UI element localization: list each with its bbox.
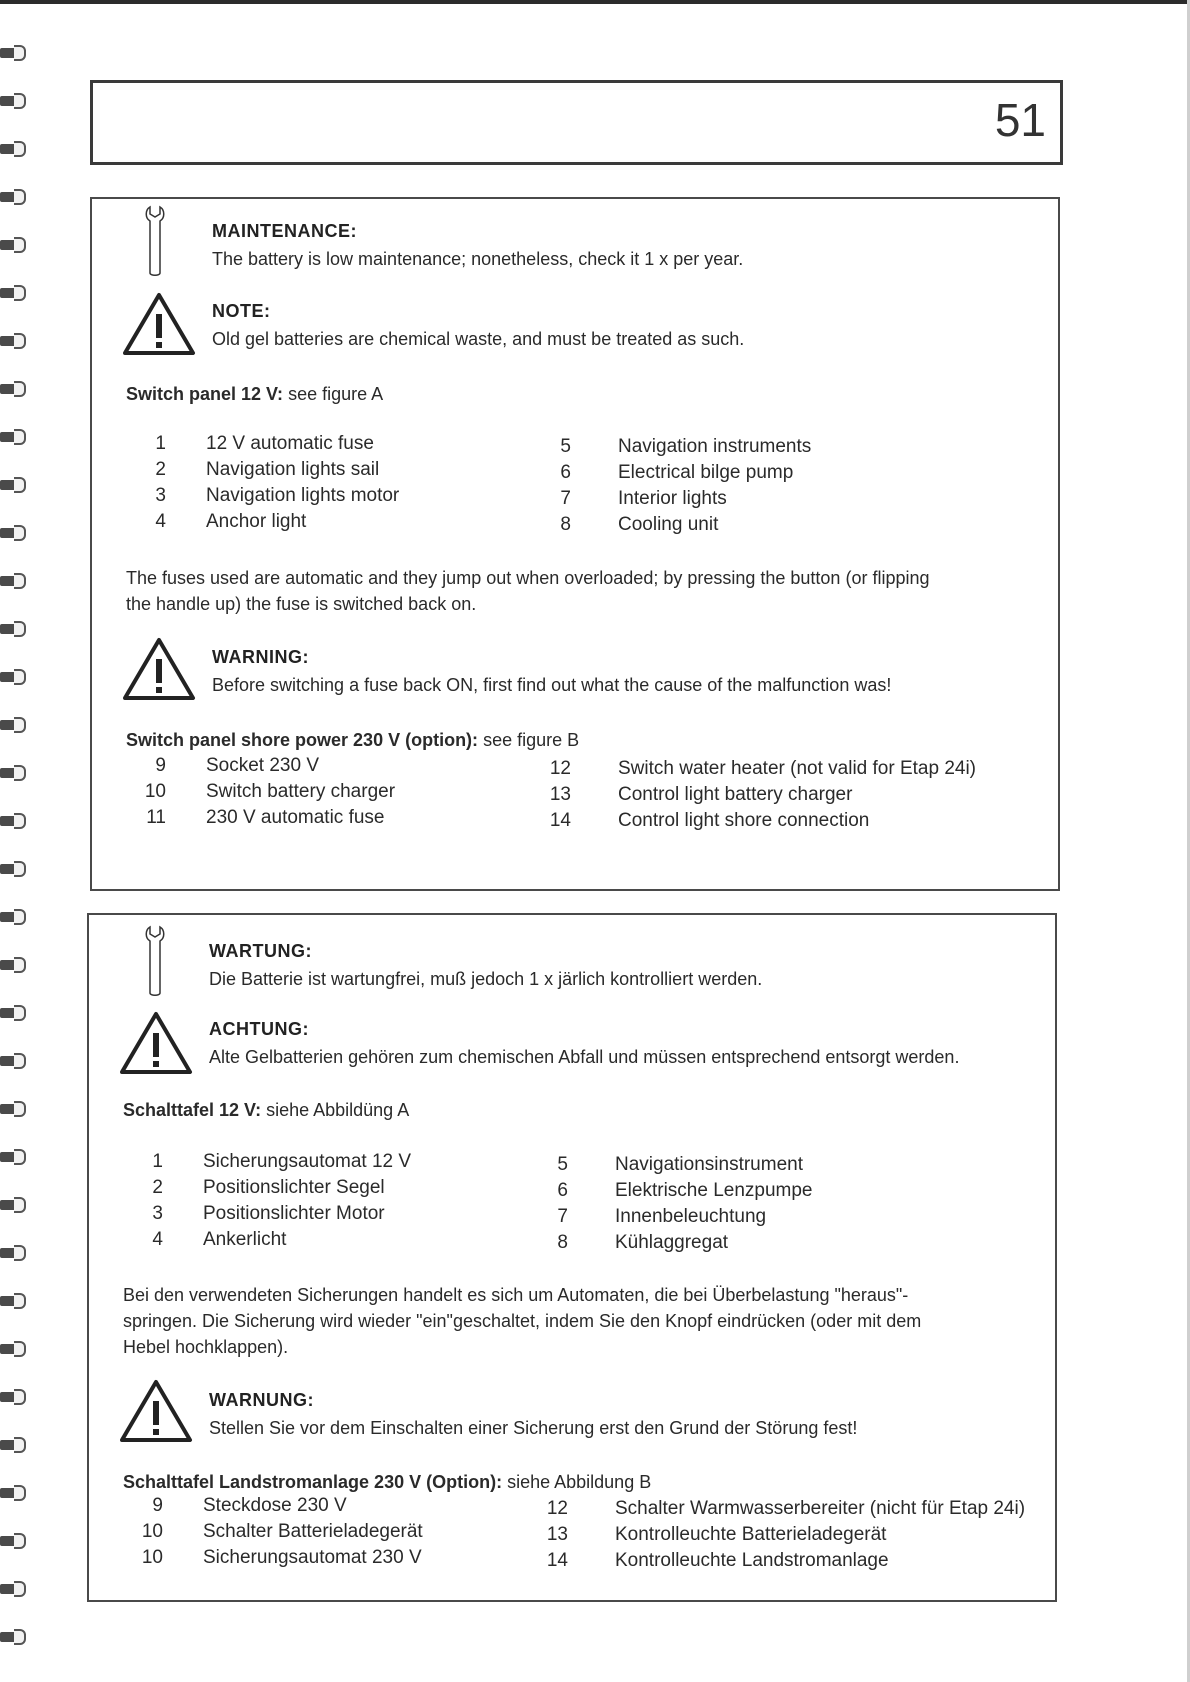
binding-ring [0, 1053, 28, 1069]
binding-ring [0, 573, 28, 589]
list-item-number: 6 [560, 462, 571, 483]
binding-ring [0, 1245, 28, 1261]
binding-ring [0, 429, 28, 445]
binding-ring [0, 717, 28, 733]
fuse-paragraph-line: Bei den verwendeten Sicherungen handelt es sich um Automaten, die bei Überbelastung "heraus"- [123, 1285, 909, 1305]
list-item-number: 10 [141, 1547, 163, 1568]
page-number: 51 [994, 94, 1046, 146]
binding-ring [0, 189, 28, 205]
list-item-number: 12 [549, 758, 571, 779]
list-item-text: Sicherungsautomat 12 V [203, 1151, 412, 1172]
list-item-text: Navigation lights motor [206, 485, 400, 506]
binding-ring [0, 1293, 28, 1309]
fuse-paragraph [126, 565, 1026, 617]
list-item-text: Schalter Batterieladegerät [203, 1521, 423, 1542]
warning-triangle-icon [119, 1011, 193, 1075]
maintenance-block [212, 221, 743, 272]
binding-ring [0, 1533, 28, 1549]
switch-panel-12v-ref: siehe Abbildüng A [266, 1100, 410, 1120]
note-heading: NOTE: [212, 301, 271, 321]
binding-ring [0, 381, 28, 397]
list-item-text: Anchor light [206, 511, 307, 532]
switch-panel-12v-line [123, 1097, 409, 1123]
fuse-paragraph-line: The fuses used are automatic and they jump out when overloaded; by pressing the button (or flipping [126, 568, 930, 588]
list-item-number: 5 [557, 1154, 568, 1175]
list-item-number: 1 [155, 433, 166, 454]
list-item-number: 7 [560, 488, 571, 509]
binding-ring [0, 1101, 28, 1117]
warning-triangle-icon [119, 1379, 193, 1443]
list-item-text: Steckdose 230 V [203, 1495, 347, 1516]
warning-block [209, 1390, 857, 1441]
switch-panel-230v-ref: siehe Abbildung B [507, 1472, 652, 1492]
list-item-text: 230 V automatic fuse [206, 807, 385, 828]
binding-ring [0, 237, 28, 253]
list-item-number: 9 [152, 1495, 163, 1516]
binding-ring [0, 1005, 28, 1021]
list-item-number: 14 [546, 1550, 568, 1571]
list-item-text: Kühlaggregat [615, 1232, 729, 1253]
fuse-paragraph-line: Hebel hochklappen). [123, 1337, 289, 1357]
list-item-text: Elektrische Lenzpumpe [615, 1180, 813, 1201]
binding-ring [0, 1485, 28, 1501]
binding-ring [0, 765, 28, 781]
list-item-text: Interior lights [618, 488, 727, 509]
wrench-icon [144, 205, 166, 277]
list-item-number: 1 [152, 1151, 163, 1172]
binding-ring [0, 477, 28, 493]
list-item-text: Cooling unit [618, 514, 719, 535]
list-item-text: Schalter Warmwasserbereiter (nicht für Etap 24i) [615, 1498, 1026, 1519]
list-item-text: Navigation instruments [618, 436, 812, 457]
binding-ring [0, 861, 28, 877]
list-item-text: Kontrolleuchte Batterieladegerät [615, 1524, 887, 1545]
spiral-binding [0, 40, 30, 1660]
binding-ring [0, 909, 28, 925]
maintenance-text: The battery is low maintenance; nonetheless, check it 1 x per year. [212, 249, 744, 269]
note-block [212, 301, 744, 352]
list-item-number: 5 [560, 436, 571, 457]
note-block [209, 1019, 959, 1070]
fuse-paragraph-line: springen. Die Sicherung wird wieder "ein"geschaltet, indem Sie den Knopf eindrücken (oder mit dem [123, 1311, 922, 1331]
switch-panel-230v-label: Switch panel shore power 230 V (option): [126, 730, 479, 750]
list-item-number: 13 [549, 784, 571, 805]
english-section [90, 197, 1060, 891]
list-item-text: Navigation lights sail [206, 459, 380, 480]
wrench-icon [144, 925, 166, 997]
binding-ring [0, 1437, 28, 1453]
maintenance-heading: MAINTENANCE: [212, 221, 357, 241]
warning-block [212, 647, 891, 698]
maintenance-block [209, 941, 762, 992]
list-item-number: 3 [152, 1203, 163, 1224]
list-item-number: 4 [155, 511, 166, 532]
list-item-number: 8 [560, 514, 571, 535]
list-item-number: 2 [152, 1177, 163, 1198]
list-item-number: 11 [146, 807, 166, 828]
list-item-text: Switch battery charger [206, 781, 396, 802]
binding-ring [0, 1341, 28, 1357]
maintenance-text: Die Batterie ist wartungfrei, muß jedoch 1 x järlich kontrolliert werden. [209, 969, 763, 989]
binding-ring [0, 1149, 28, 1165]
warning-text: Stellen Sie vor dem Einschalten einer Sicherung erst den Grund der Störung fest! [209, 1418, 858, 1438]
list-item-text: Control light shore connection [618, 810, 870, 831]
list-item-number: 10 [144, 781, 166, 802]
list-item-text: Innenbeleuchtung [615, 1206, 767, 1227]
note-text: Old gel batteries are chemical waste, and must be treated as such. [212, 329, 745, 349]
list-item-text: Sicherungsautomat 230 V [203, 1547, 422, 1568]
list-item-number: 13 [546, 1524, 568, 1545]
list-item-text: Electrical bilge pump [618, 462, 794, 483]
binding-ring [0, 45, 28, 61]
german-section [87, 913, 1057, 1602]
list-item-number: 10 [141, 1521, 163, 1542]
binding-ring [0, 669, 28, 685]
switch-panel-230v-label: Schalttafel Landstromanlage 230 V (Option): [123, 1472, 503, 1492]
list-item-text: Control light battery charger [618, 784, 853, 805]
warning-text: Before switching a fuse back ON, first find out what the cause of the malfunction was! [212, 675, 892, 695]
list-item-text: Switch water heater (not valid for Etap 24i) [618, 758, 977, 779]
warning-heading: WARNING: [212, 647, 309, 667]
list-item-text: Kontrolleuchte Landstromanlage [615, 1550, 889, 1571]
binding-ring [0, 525, 28, 541]
switch-panel-230v-ref: see figure B [483, 730, 580, 750]
fuse-paragraph-line: the handle up) the fuse is switched back on. [126, 594, 477, 614]
binding-ring [0, 1197, 28, 1213]
switch-panel-12v-label: Schalttafel 12 V: [123, 1100, 262, 1120]
switch-panel-12v-ref: see figure A [288, 384, 384, 404]
list-item-number: 6 [557, 1180, 568, 1201]
list-item-text: Positionslichter Segel [203, 1177, 385, 1198]
page-header-box [90, 80, 1063, 165]
switch-panel-230v-line [123, 1469, 651, 1495]
list-item-text: 12 V automatic fuse [206, 433, 374, 454]
binding-ring [0, 285, 28, 301]
warning-triangle-icon [122, 292, 196, 356]
binding-ring [0, 93, 28, 109]
switch-panel-12v-label: Switch panel 12 V: [126, 384, 284, 404]
warning-heading: WARNUNG: [209, 1390, 314, 1410]
list-item-number: 3 [155, 485, 166, 506]
binding-ring [0, 141, 28, 157]
switch-panel-12v-line [126, 381, 383, 407]
list-item-number: 4 [152, 1229, 163, 1250]
note-text: Alte Gelbatterien gehören zum chemischen Abfall und müssen entsprechend entsorgt werden. [209, 1047, 960, 1067]
warning-triangle-icon [122, 637, 196, 701]
binding-ring [0, 1629, 28, 1645]
list-item-text: Navigationsinstrument [615, 1154, 803, 1175]
list-item-number: 8 [557, 1232, 568, 1253]
fuse-paragraph [123, 1282, 1023, 1360]
note-heading: ACHTUNG: [209, 1019, 309, 1039]
binding-ring [0, 957, 28, 973]
list-item-number: 2 [155, 459, 166, 480]
binding-ring [0, 1581, 28, 1597]
list-item-text: Ankerlicht [203, 1229, 287, 1250]
list-item-text: Socket 230 V [206, 755, 320, 776]
switch-panel-230v-line [126, 727, 579, 753]
maintenance-heading: WARTUNG: [209, 941, 312, 961]
binding-ring [0, 621, 28, 637]
page-top-edge [0, 0, 1190, 4]
list-item-number: 7 [557, 1206, 568, 1227]
list-item-number: 12 [546, 1498, 568, 1519]
binding-ring [0, 333, 28, 349]
list-item-text: Positionslichter Motor [203, 1203, 385, 1224]
binding-ring [0, 1389, 28, 1405]
list-item-number: 9 [155, 755, 166, 776]
list-item-number: 14 [549, 810, 571, 831]
binding-ring [0, 813, 28, 829]
